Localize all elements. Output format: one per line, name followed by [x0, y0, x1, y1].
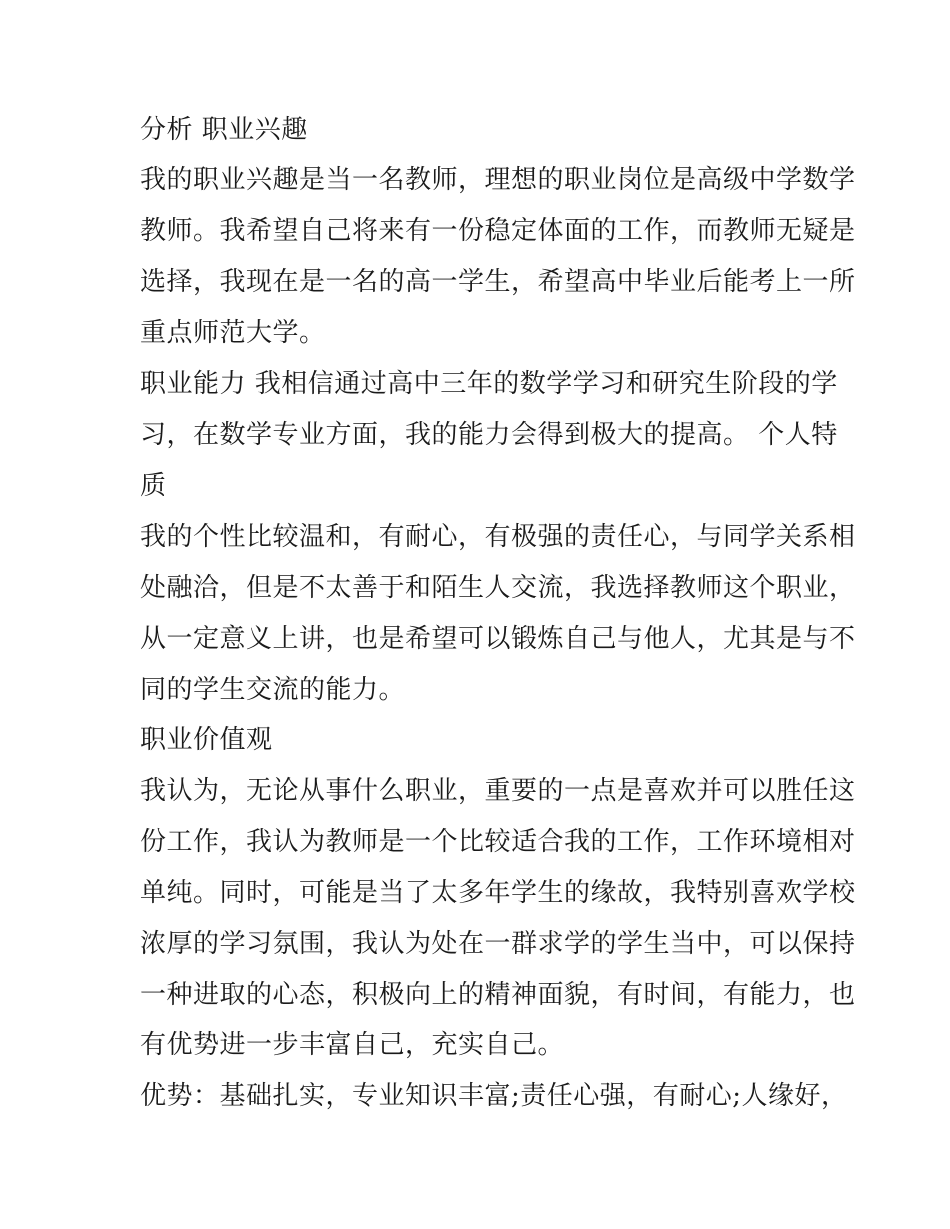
paragraph-line: 浓厚的学习氛围，我认为处在一群求学的学生当中，可以保持	[140, 929, 856, 959]
paragraph-line-strengths: 优势：基础扎实，专业知识丰富;责任心强，有耐心;人缘好，	[140, 1081, 848, 1111]
paragraph-line: 同的学生交流的能力。	[140, 675, 406, 705]
paragraph-line: 一种进取的心态，积极向上的精神面貌，有时间，有能力，也	[140, 980, 856, 1010]
paragraph-line: 重点师范大学。	[140, 318, 326, 348]
paragraph-line: 有优势进一步丰富自己，充实自己。	[140, 1030, 565, 1060]
paragraph-line-career-ability: 职业能力 我相信通过高中三年的数学学习和研究生阶段的学	[140, 369, 838, 399]
paragraph-line: 教师。我希望自己将来有一份稳定体面的工作，而教师无疑是	[140, 216, 856, 246]
paragraph-line: 单纯。同时，可能是当了太多年学生的缘故，我特别喜欢学校	[140, 878, 856, 908]
paragraph-line: 我认为，无论从事什么职业，重要的一点是喜欢并可以胜任这	[140, 776, 856, 806]
paragraph-line: 处融洽，但是不太善于和陌生人交流，我选择教师这个职业，	[140, 573, 856, 603]
heading-career-interest: 分析 职业兴趣	[140, 115, 308, 145]
paragraph-line: 份工作，我认为教师是一个比较适合我的工作，工作环境相对	[140, 827, 856, 857]
heading-career-values: 职业价值观	[140, 725, 273, 755]
paragraph-line: 我的职业兴趣是当一名教师，理想的职业岗位是高级中学数学	[140, 165, 856, 195]
paragraph-line: 习，在数学专业方面，我的能力会得到极大的提高。 个人特	[140, 420, 838, 450]
paragraph-line: 质	[140, 471, 167, 501]
paragraph-line: 我的个性比较温和，有耐心，有极强的责任心，与同学关系相	[140, 522, 856, 552]
paragraph-line: 选择，我现在是一名的高一学生，希望高中毕业后能考上一所	[140, 267, 856, 297]
paragraph-line: 从一定意义上讲，也是希望可以锻炼自己与他人，尤其是与不	[140, 624, 856, 654]
